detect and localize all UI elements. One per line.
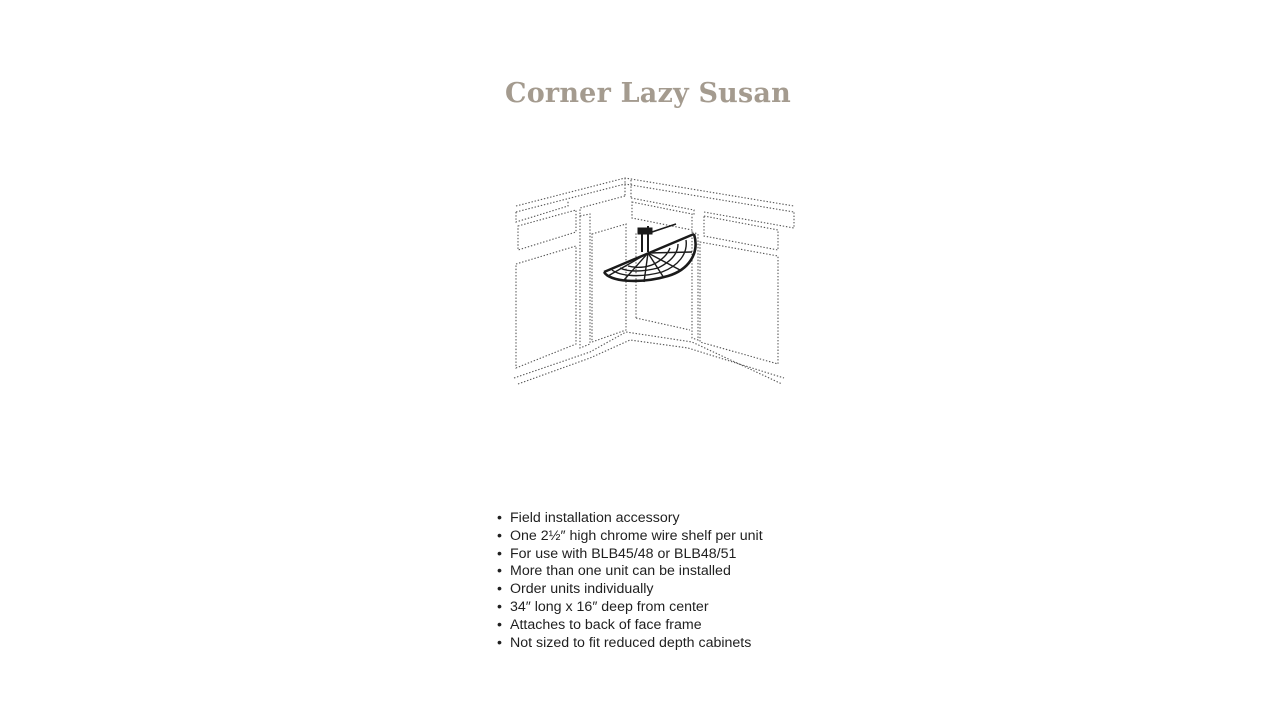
- bullet-icon: •: [497, 545, 502, 562]
- feature-item: [497, 528, 763, 546]
- feature-item: [497, 581, 763, 599]
- cabinet-outline: [514, 178, 794, 384]
- feature-item: [497, 599, 763, 617]
- feature-text: Field installation accessory: [510, 510, 680, 526]
- page-title: Corner Lazy Susan: [505, 78, 791, 109]
- feature-item: [497, 510, 763, 528]
- feature-item: [497, 617, 763, 635]
- feature-text: One 2½″ high chrome wire shelf per unit: [510, 527, 763, 544]
- bullet-icon: •: [497, 563, 502, 580]
- bullet-icon: •: [497, 527, 502, 544]
- feature-text: For use with BLB45/48 or BLB48/51: [510, 545, 737, 562]
- feature-list: [497, 510, 763, 652]
- feature-item: [497, 563, 763, 581]
- lazy-susan-shelf: [604, 224, 696, 282]
- feature-text: Attaches to back of face frame: [510, 616, 702, 633]
- corner-cabinet-illustration: [508, 172, 800, 390]
- bullet-icon: •: [497, 510, 502, 526]
- bullet-icon: •: [497, 598, 502, 615]
- feature-text: Order units individually: [510, 581, 654, 598]
- feature-item: [497, 546, 763, 564]
- feature-item: [497, 635, 763, 653]
- bullet-icon: •: [497, 581, 502, 598]
- feature-text: More than one unit can be installed: [510, 563, 731, 580]
- bullet-icon: •: [497, 634, 502, 651]
- feature-text: 34″ long x 16″ deep from center: [510, 598, 709, 615]
- feature-text: Not sized to fit reduced depth cabinets: [510, 634, 752, 651]
- bullet-icon: •: [497, 616, 502, 633]
